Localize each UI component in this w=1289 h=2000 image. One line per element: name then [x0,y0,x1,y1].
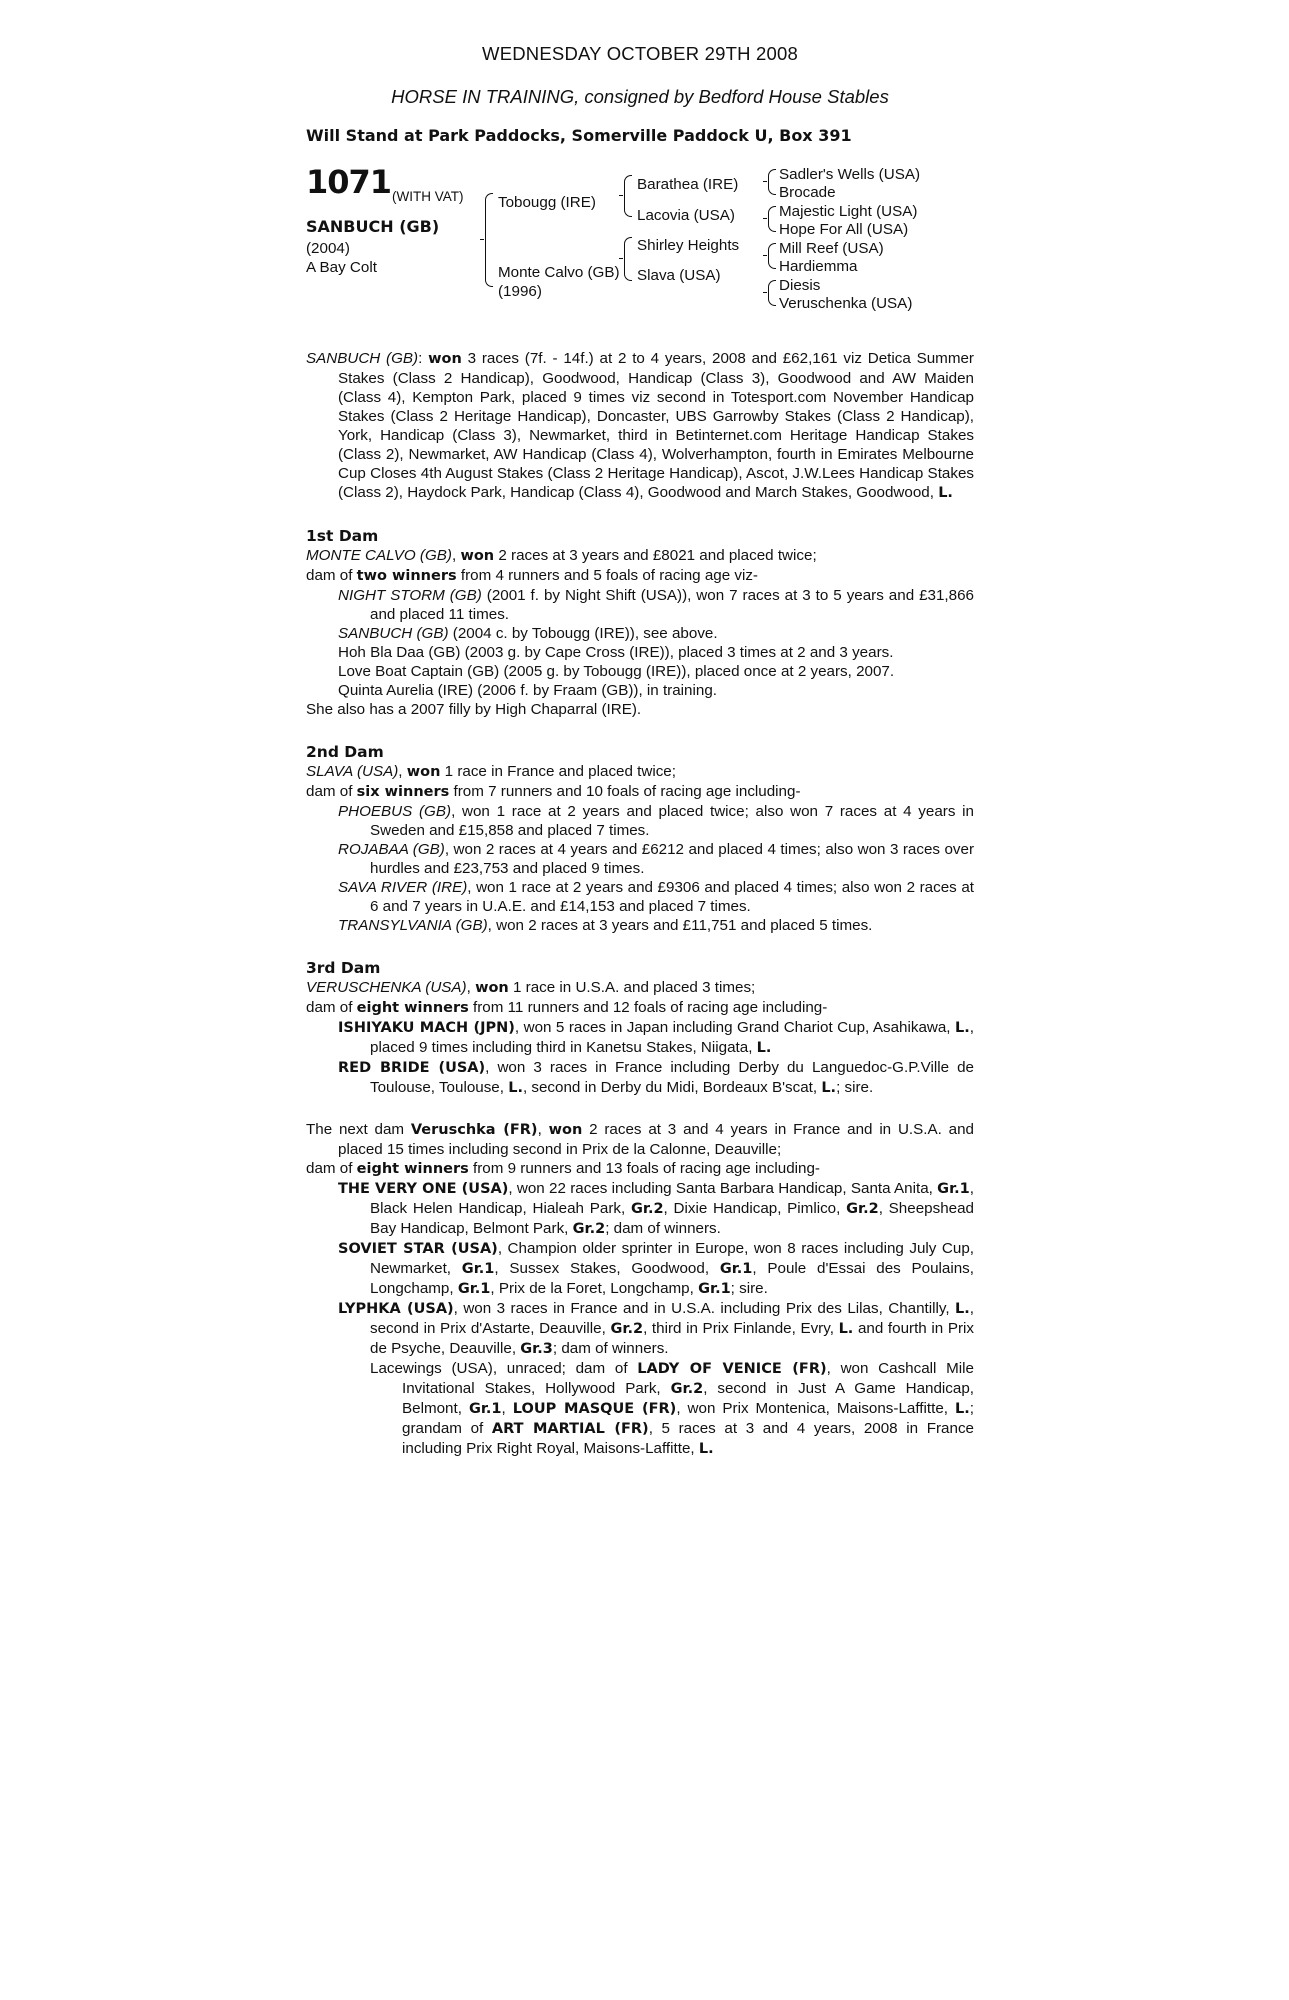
consignment-line: HORSE IN TRAINING, consigned by Bedford House Stables [391,86,889,107]
also-has-note: She also has a 2007 filly by High Chaparral (IRE). [306,701,642,718]
catalogue-page [306,44,974,1459]
second-dam-produce: dam of six winners from 7 runners and 10 foals of racing age including- [306,783,801,800]
ancestor-name: Brocade [779,184,836,201]
horse-year: (2004) [306,240,350,257]
foal-entry: NIGHT STORM (GB) (2001 f. by Night Shift (USA)), won 7 races at 3 to 5 years and £31,866 and placed 11 times. [338,587,974,623]
foal-entry: Love Boat Captain (GB) (2005 g. by Tobougg (IRE)), placed once at 2 years, 2007. [338,663,895,680]
next-dam-produce: dam of eight winners from 9 runners and 13 foals of racing age including- [306,1160,820,1177]
second-dam-record: SLAVA (USA), won 1 race in France and placed twice; [306,763,676,780]
pedigree-bracket-tick [619,258,623,259]
lot-number: 1071 [306,163,392,201]
sire-name: Tobougg (IRE) [498,194,596,211]
pedigree-bracket-tick [763,292,767,293]
dam-record-text: 2 races at 3 years and £8021 and placed twice; [494,547,817,564]
third-dam-produce: dam of eight winners from 11 runners and 12 foals of racing age including- [306,999,828,1016]
race-record [306,349,974,503]
dam-year: (1996) [498,283,542,300]
record-horse-name: SANBUCH (GB) [306,350,419,367]
horse-name: SANBUCH (GB) [306,217,440,236]
won-label: won [460,548,495,564]
foal-entry: SOVIET STAR (USA), Champion older sprinter in Europe, won 8 races including July Cup, Newmarket, Gr.1, Sussex Stakes, Goodwood, Gr.1, Poule d'Essai des Poulains, Longchamp, Gr.1, Prix de la Foret, Longchamp, Gr.1; sire. [338,1240,974,1297]
foal-entry: Hoh Bla Daa (GB) (2003 g. by Cape Cross (IRE)), placed 3 times at 2 and 3 years. [338,644,894,661]
foal-entry: ROJABAA (GB), won 2 races at 4 years and £6212 and placed 4 times; also won 3 races over hurdles and £23,753 and placed 9 times. [338,841,975,877]
third-dam-heading: 3rd Dam [306,959,381,977]
third-dam-record: VERUSCHENKA (USA), won 1 race in U.S.A. and placed 3 times; [306,979,756,996]
ancestor-name: Majestic Light (USA) [779,203,918,220]
stand-location: Will Stand at Park Paddocks, Somerville Paddock U, Box 391 [306,126,852,145]
foal-entry: RED BRIDE (USA), won 3 races in France including Derby du Languedoc-G.P.Ville de Toulouse, Toulouse, L., second in Derby du Midi, Bordeaux B'scat, L.; sire. [338,1059,974,1096]
pedigree-bracket-tick [763,218,767,219]
sire-dam-name: Lacovia (USA) [637,207,735,224]
horse-description: A Bay Colt [306,259,377,276]
pedigree-table [306,163,974,327]
pedigree-bracket [768,243,776,269]
pedigree-bracket [485,193,493,287]
dam-name: MONTE CALVO (GB) [306,547,452,564]
dam-dam-name: Slava (USA) [637,267,721,284]
foal-entry: SANBUCH (GB) (2004 c. by Tobougg (IRE)), see above. [338,625,718,642]
vat-note: (WITH VAT) [392,189,464,204]
foal-entry: THE VERY ONE (USA), won 22 races including Santa Barbara Handicap, Santa Anita, Gr.1, Black Helen Handicap, Hialeah Park, Gr.2, Dixie Handicap, Pimlico, Gr.2, Sheepshead Bay Handicap, Belmont Park, Gr.2; dam of winners. [338,1180,974,1237]
foal-entry: ISHIYAKU MACH (JPN), won 5 races in Japan including Grand Chariot Cup, Asahikawa, L., placed 9 times including third in Kanetsu Stakes, Niigata, L. [338,1019,974,1056]
ancestor-name: Veruschenka (USA) [779,295,913,312]
ancestor-name: Sadler's Wells (USA) [779,166,921,183]
foal-entry: LYPHKA (USA), won 3 races in France and in U.S.A. including Prix des Lilas, Chantilly, L., second in Prix d'Astarte, Deauville, Gr.2, third in Prix Finlande, Evry, L. and fourth in Prix de Psyche, Deauville, Gr.3; dam of winners. [338,1300,974,1357]
pedigree-bracket [624,237,632,281]
ancestor-name: Hope For All (USA) [779,221,909,238]
next-dam-record: The next dam Veruschka (FR), won 2 races at 3 and 4 years in France and in U.S.A. and placed 15 times including second in Prix de la Calonne, Deauville; [306,1121,974,1158]
first-dam-record: MONTE CALVO (GB), won 2 races at 3 years and £8021 and placed twice; [306,547,817,564]
pedigree-bracket [768,206,776,232]
second-dam-heading: 2nd Dam [306,743,384,761]
first-dam-heading: 1st Dam [306,527,379,545]
ancestor-name: Mill Reef (USA) [779,240,884,257]
won-label: won [428,351,462,367]
dam-name: Monte Calvo (GB) [498,264,620,281]
dam-sire-name: Shirley Heights [637,237,740,254]
sire-sire-name: Barathea (IRE) [637,176,739,193]
foal-entry: Quinta Aurelia (IRE) (2006 f. by Fraam (GB)), in training. [338,682,717,699]
foal-entry: PHOEBUS (GB), won 1 race at 2 years and placed twice; also won 7 races at 4 years in Sweden and £15,858 and placed 7 times. [338,803,974,839]
ancestor-name: Hardiemma [779,258,858,275]
record-colon: : [418,350,429,367]
sale-date: WEDNESDAY OCTOBER 29TH 2008 [482,43,798,64]
foal-entry: SAVA RIVER (IRE), won 1 race at 2 years and £9306 and placed 4 times; also won 2 races at 6 and 7 years in U.A.E. and £14,153 and placed 7 times. [338,879,974,915]
pedigree-bracket-tick [619,195,623,196]
pedigree-bracket-tick [763,255,767,256]
pedigree-bracket-tick [763,181,767,182]
pedigree-bracket-tick [480,239,484,240]
pedigree-bracket [768,169,776,195]
ancestor-name: Diesis [779,277,821,294]
winners-count: two winners [356,568,457,584]
foal-entry: TRANSYLVANIA (GB), won 2 races at 3 years and £11,751 and placed 5 times. [338,917,873,934]
pedigree-bracket [624,175,632,217]
record-text: 3 races (7f. - 14f.) at 2 to 4 years, 2008 and £62,161 viz Detica Summer Stakes (Class 2 Handicap), Goodwood, Handicap (Class 3), Goodwood and AW Maiden (Class 4), Kempton Park, placed 9 times viz second in Totesport.com November Handicap Stakes (Class 2 Heritage Handicap), Doncaster, UBS Garrowby Stakes (Class 2 Handicap), York, Handicap (Class 3), Newmarket, third in Betinternet.com Heritage Handicap Stakes (Class 2), Newmarket, AW Handicap (Class 4), Wolverhampton, fourth in Emirates Melbourne Cup Closes 4th August Stakes (Class 2 Heritage Handicap), Ascot, J.W.Lees Handicap Stakes (Class 2), Haydock Park, Handicap (Class 4), Goodwood and March Stakes, Goodwood, [338,350,974,501]
first-dam-produce: dam of two winners from 4 runners and 5 foals of racing age viz- [306,567,758,584]
pedigree-bracket [768,280,776,306]
granddaughter-entry: Lacewings (USA), unraced; dam of LADY OF VENICE (FR), won Cashcall Mile Invitational Stakes, Hollywood Park, Gr.2, second in Just A Game Handicap, Belmont, Gr.1, LOUP MASQUE (FR), won Prix Montenica, Maisons-Laffitte, L.; grandam of ART MARTIAL (FR), 5 races at 3 and 4 years, 2008 in France including Prix Right Royal, Maisons-Laffitte, L. [370,1360,974,1457]
listed-label: L. [938,485,953,501]
